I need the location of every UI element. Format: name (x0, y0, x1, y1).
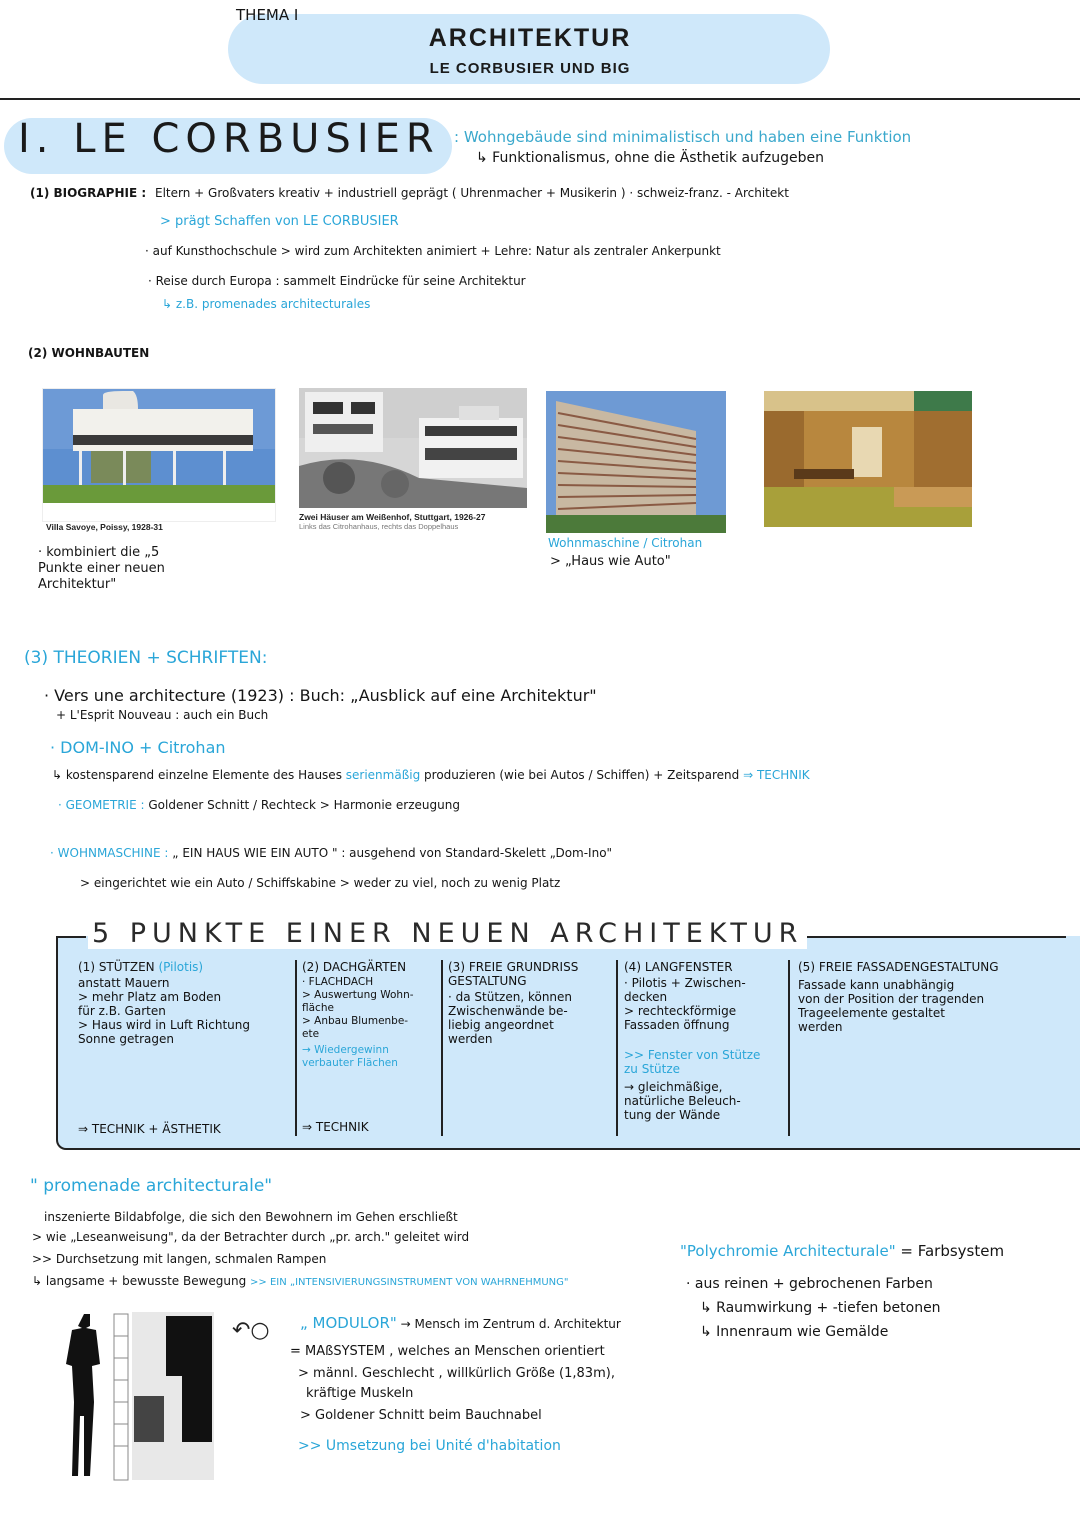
point-3-body: · da Stützen, können Zwischenwände be- liebig angeordnet werden (448, 990, 573, 1046)
modulor-heading: „ MODULOR" → Mensch im Zentrum d. Architektur (300, 1314, 621, 1332)
unite-photo (546, 391, 726, 533)
villa-savoye-photo (42, 388, 276, 522)
bio-line-1: Eltern + Großvaters kreativ + industriell geprägt ( Uhrenmacher + Musikerin ) · schweiz-franz. - Architekt (155, 186, 789, 200)
modulor-line-2: > männl. Geschlecht , willkürlich Größe (1,83m), (298, 1366, 615, 1381)
five-points-title: 5 PUNKTE EINER NEUEN ARCHITEKTUR (88, 918, 807, 949)
point-3-column (448, 936, 614, 1148)
point-4-heading: (4) LANGFENSTER (624, 960, 733, 974)
unite-label: Wohnmaschine / Citrohan (548, 536, 703, 550)
polychromie-line-2: ↳ Raumwirkung + -tiefen betonen (700, 1300, 941, 1316)
promenade-line-3: >> Durchsetzung mit langen, schmalen Rampen (32, 1252, 327, 1266)
thema-label: THEMA I (236, 6, 299, 24)
five-points-box (56, 918, 1080, 1150)
point-2-footer: ⇒ TECHNIK (302, 1120, 369, 1134)
point-1-heading: (1) STÜTZEN (Pilotis) (78, 960, 204, 974)
bio-line-2: > prägt Schaffen von LE CORBUSIER (160, 214, 399, 229)
modulor-figure (62, 1306, 218, 1482)
modulor-line-1: = MAßSYSTEM , welches an Menschen orientiert (290, 1344, 605, 1359)
column-divider (295, 960, 297, 1136)
modulor-arrow: ↶○ (232, 1318, 270, 1343)
weissenhof-caption: Zwei Häuser am Weißenhof, Stuttgart, 1926-27 Links das Citrohanhaus, rechts das Doppelhaus (299, 512, 486, 531)
point-1-column (78, 936, 290, 1148)
villa-savoye-caption: Villa Savoye, Poissy, 1928-31 (46, 522, 163, 532)
column-divider (616, 960, 618, 1136)
theorien-line-4: ↳ kostensparend einzelne Elemente des Hauses serienmäßig produzieren (wie bei Autos / Schiffen) + Zeitsparend ⇒ TECHNIK (52, 768, 810, 782)
point-1-footer: ⇒ TECHNIK + ÄSTHETIK (78, 1122, 221, 1136)
intro-line-2: ↳ Funktionalismus, ohne die Ästhetik aufzugeben (476, 150, 824, 166)
theorien-line-2: + L'Esprit Nouveau : auch ein Buch (56, 708, 269, 722)
modulor-line-4: > Goldener Schnitt beim Bauchnabel (300, 1408, 542, 1423)
bio-heading: (1) BIOGRAPHIE : (30, 186, 147, 200)
point-4-highlight: >> Fenster von Stütze zu Stütze (624, 1048, 761, 1076)
unite-image (546, 391, 726, 533)
point-1-body: anstatt Mauern > mehr Platz am Boden für z.B. Garten > Haus wird in Luft Richtung Sonne getragen (78, 976, 250, 1046)
point-4-column (624, 936, 786, 1148)
point-4-body: · Pilotis + Zwischen- decken > rechteckförmige Fassaden öffnung (624, 976, 746, 1032)
point-4-tail: → gleichmäßige, natürliche Beleuch- tung der Wände (624, 1080, 741, 1122)
interior-photo (764, 391, 972, 527)
point-5-heading: (5) FREIE FASSADENGESTALTUNG (798, 960, 999, 974)
point-5-body: Fassade kann unabhängig von der Position der tragenden Trageelemente gestaltet werden (798, 978, 985, 1034)
theorien-line-6: · WOHNMASCHINE : „ EIN HAUS WIE EIN AUTO " : ausgehend von Standard-Skelett „Dom-Ino" (50, 846, 613, 860)
theorien-line-7: > eingerichtet wie ein Auto / Schiffskabine > weder zu viel, noch zu wenig Platz (80, 876, 561, 890)
intro-line-1: : Wohngebäude sind minimalistisch und haben eine Funktion (454, 128, 912, 146)
theorien-heading: (3) THEORIEN + SCHRIFTEN: (24, 648, 268, 668)
polychromie-line-1: · aus reinen + gebrochenen Farben (686, 1276, 933, 1292)
modulor-image (62, 1306, 218, 1482)
weissenhof-photo (299, 388, 527, 508)
section-heading: I. LE CORBUSIER (18, 116, 440, 162)
promenade-heading: " promenade architecturale" (30, 1176, 273, 1196)
modulor-line-5: >> Umsetzung bei Unité d'habitation (298, 1438, 561, 1454)
point-2-column (302, 936, 438, 1148)
theorien-line-3: · DOM-INO + Citrohan (50, 738, 226, 757)
page-title: ARCHITEKTUR (428, 24, 632, 52)
promenade-line-1: inszenierte Bildabfolge, die sich den Bewohnern im Gehen erschließt (44, 1210, 458, 1224)
bio-line-4: · Reise durch Europa : sammelt Eindrücke für seine Architektur (148, 274, 526, 288)
header-divider (0, 98, 1080, 100)
point-5-column (798, 936, 1068, 1148)
modulor-line-3: kräftige Muskeln (306, 1386, 414, 1401)
weissenhof-image (299, 388, 527, 508)
column-divider (788, 960, 790, 1136)
bio-line-5: ↳ z.B. promenades architecturales (162, 297, 371, 311)
point-2-body: · FLACHDACH > Auswertung Wohn- fläche > Anbau Blumenbe- ete (302, 976, 414, 1040)
point-3-heading: (3) FREIE GRUNDRISS GESTALTUNG (448, 960, 579, 988)
polychromie-heading: "Polychromie Architecturale" = Farbsystem (680, 1242, 1005, 1260)
point-2-highlight: → Wiedergewinn verbauter Flächen (302, 1044, 398, 1069)
villa-savoye-image (43, 389, 275, 521)
point-2-heading: (2) DACHGÄRTEN (302, 960, 407, 974)
theorien-line-1: · Vers une architecture (1923) : Buch: „Ausblick auf eine Architektur" (44, 686, 597, 705)
polychromie-line-3: ↳ Innenraum wie Gemälde (700, 1324, 889, 1340)
wohnbauten-heading: (2) WOHNBAUTEN (28, 346, 150, 360)
promenade-line-2: > wie „Leseanweisung", da der Betrachter durch „pr. arch." geleitet wird (32, 1230, 470, 1244)
promenade-line-4: ↳ langsame + bewusste Bewegung >> EIN „INTENSIVIERUNGSINSTRUMENT VON WAHRNEHMUNG" (32, 1274, 569, 1288)
column-divider (441, 960, 443, 1136)
bio-line-3: · auf Kunsthochschule > wird zum Architekten animiert + Lehre: Natur als zentraler Ankerpunkt (145, 244, 721, 258)
page-subtitle: LE CORBUSIER UND BIG (429, 60, 631, 77)
interior-image (764, 391, 972, 527)
wohnbauten-note: · kombiniert die „5 Punkte einer neuen Architektur" (38, 545, 165, 592)
unite-note: > „Haus wie Auto" (550, 554, 671, 569)
theorien-line-5: · GEOMETRIE : Goldener Schnitt / Rechteck > Harmonie erzeugung (58, 798, 460, 812)
